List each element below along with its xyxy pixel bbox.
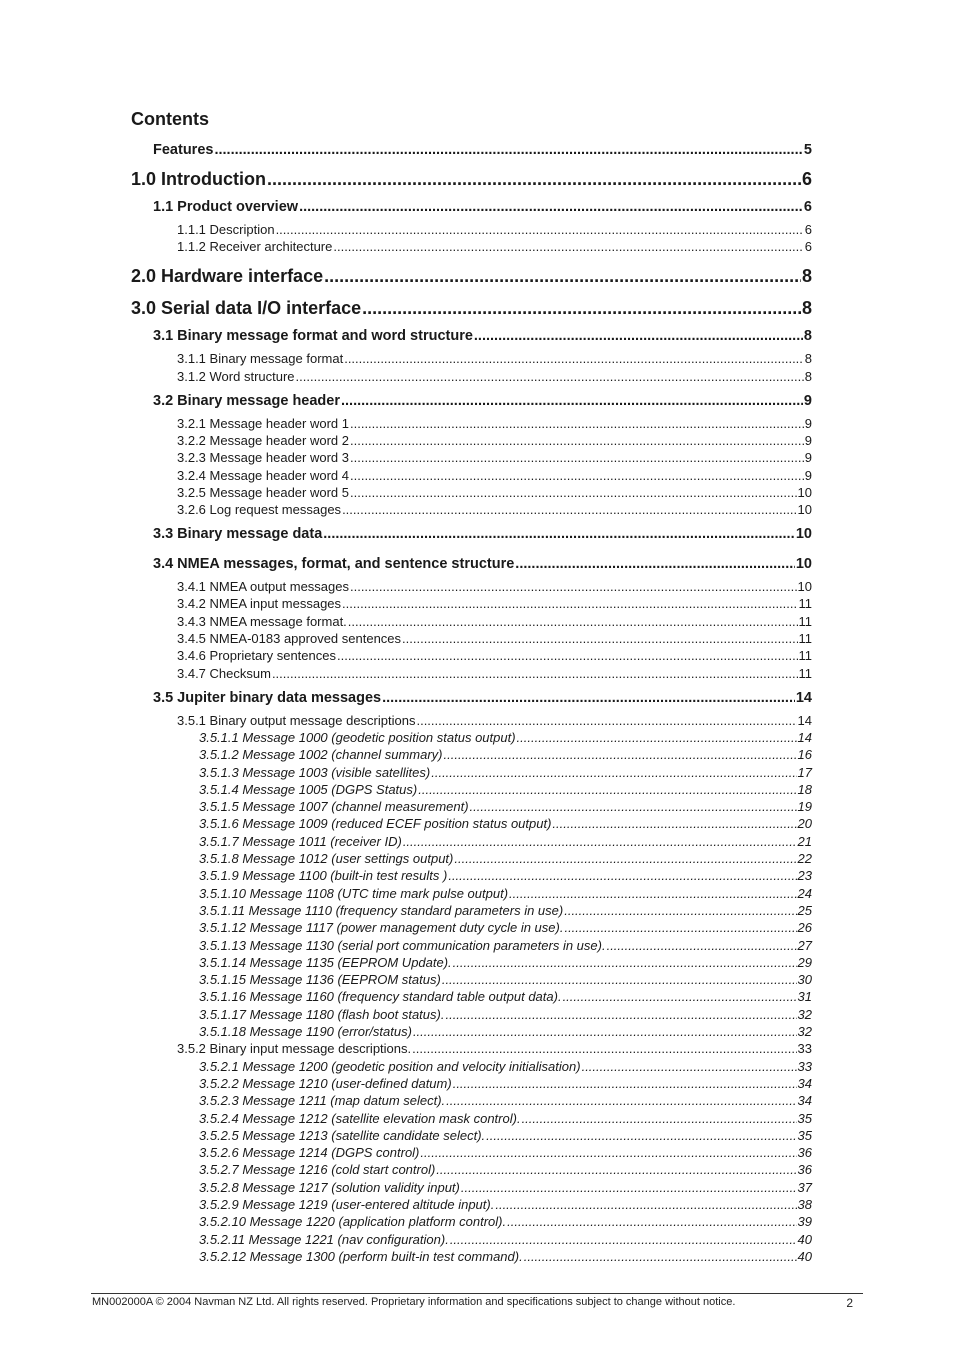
toc-leader-dots [416,713,796,728]
toc-entry[interactable] [153,142,812,158]
toc-entry-title: 3.5.1.9 Message 1100 (built-in test results ) [199,868,448,884]
toc-entry-page: 8 [801,298,812,319]
toc-entry[interactable] [131,298,812,319]
toc-entry-page: 37 [797,1179,812,1195]
toc-entry-page: 33 [797,1058,812,1074]
toc-entry-page: 8 [803,328,812,345]
toc-entry-title: 1.1 Product overview [153,199,299,215]
toc-leader-dots [342,502,796,517]
toc-entry-title: 3.2.4 Message header word 4 [177,467,349,483]
toc-entry-page: 11 [798,613,812,629]
toc-entry[interactable] [177,416,812,431]
toc-entry[interactable] [153,393,812,409]
toc-leader-dots [517,730,797,745]
toc-entry-title: 1.1.2 Receiver architecture [177,239,333,255]
toc-leader-dots [564,903,796,918]
toc-entry[interactable] [199,1249,812,1264]
toc-entry[interactable] [199,886,812,901]
toc-leader-dots [350,485,797,500]
toc-leader-dots [515,556,795,572]
toc-entry-title: 1.0 Introduction [131,169,266,189]
toc-entry-title: 3.4.3 NMEA message format. [177,613,347,629]
toc-entry[interactable] [199,799,812,814]
toc-entry-title: 3.1 Binary message format and word structure [153,328,473,345]
toc-leader-dots [446,1093,796,1108]
toc-leader-dots [509,886,797,901]
toc-entry-page: 40 [797,1231,812,1247]
toc-entry-page: 11 [798,648,812,664]
toc-entry-title: 3.5.1.10 Message 1108 (UTC time mark pulse output) [199,885,509,901]
toc-entry-title: 3.4.1 NMEA output messages [177,579,349,595]
toc-leader-dots [436,1162,796,1177]
toc-entry-title: 3.5.2.2 Message 1210 (user-defined datum) [199,1075,452,1091]
toc-leader-dots [344,351,804,366]
toc-entry-page: 14 [795,689,812,706]
toc-entry[interactable] [199,868,812,883]
toc-entry-title: 3.5 Jupiter binary data messages [153,689,382,706]
toc-entry-page: 32 [797,1006,812,1022]
toc-entry-page: 36 [797,1162,812,1178]
toc-entry[interactable] [153,328,812,344]
toc-entry[interactable] [199,730,812,745]
toc-entry[interactable] [177,433,812,448]
toc-entry-title: 3.5.1.4 Message 1005 (DGPS Status) [199,781,418,797]
toc-entry[interactable] [199,1180,812,1195]
toc-entry-page: 34 [797,1075,812,1091]
toc-entry-page: 30 [797,972,812,988]
toc-entry[interactable] [199,816,812,831]
toc-entry[interactable] [199,1197,812,1212]
toc-leader-dots [272,666,798,681]
toc-entry-title: 3.5.1.2 Message 1002 (channel summary) [199,747,443,763]
toc-entry[interactable] [177,485,812,500]
toc-entry-title: 3.5.2.6 Message 1214 (DGPS control) [199,1145,420,1161]
toc-entry[interactable] [153,556,812,572]
toc-entry-page: 31 [797,989,812,1005]
toc-entry-page: 16 [797,747,812,763]
toc-entry[interactable] [199,903,812,918]
toc-entry-page: 26 [797,920,812,936]
toc-entry-title: 3.5.1.18 Message 1190 (error/status) [199,1024,412,1039]
toc-entry-title: 3.5.2.8 Message 1217 (solution validity input) [199,1179,460,1195]
toc-entry-title: 3.5.1.12 Message 1117 (power management duty cycle in use). [199,920,564,936]
toc-leader-dots [337,648,798,663]
toc-leader-dots [350,579,797,594]
toc-entry-page: 6 [801,169,812,189]
toc-entry-page: 17 [797,764,812,780]
toc-entry[interactable] [177,222,812,237]
toc-leader-dots [324,266,801,287]
toc-entry-title: 3.5.1.11 Message 1110 (frequency standard parameters in use) [199,902,564,918]
toc-entry-page: 11 [798,631,812,646]
toc-entry[interactable] [199,1145,812,1160]
toc-entry-page: 14 [797,729,812,745]
toc-leader-dots [413,1024,797,1039]
toc-entry-title: 3.5.2.5 Message 1213 (satellite candidate select). [199,1127,486,1143]
toc-entry-title: 3.0 Serial data I/O interface [131,298,362,319]
toc-entry[interactable] [177,1041,812,1056]
toc-entry-title: 3.5.2.11 Message 1221 (nav configuration). [199,1231,449,1247]
toc-entry[interactable] [177,614,812,629]
toc-entry-title: 3.5.1.13 Message 1130 (serial port communication parameters in use). [199,937,606,953]
toc-entry-title: 3.5.1.14 Message 1135 (EEPROM Update). [199,954,452,970]
toc-entry[interactable] [199,1111,812,1126]
toc-entry[interactable] [199,1162,812,1177]
toc-entry-title: 3.4.5 NMEA-0183 approved sentences [177,631,402,646]
toc-entry-page: 10 [797,502,812,518]
toc-entry[interactable] [199,1214,812,1229]
toc-leader-dots [431,765,796,780]
toc-entry-page: 33 [797,1041,812,1057]
toc-entry[interactable] [177,648,812,663]
toc-entry[interactable] [199,1232,812,1247]
toc-leader-dots [350,416,804,431]
toc-leader-dots [341,393,803,409]
toc-entry-page: 18 [797,781,812,797]
toc-entry[interactable] [199,1007,812,1022]
toc-entry[interactable] [199,765,812,780]
toc-leader-dots [403,834,797,849]
toc-leader-dots [454,851,796,866]
toc-entry-page: 11 [798,665,812,681]
contents-heading: Contents [131,109,209,129]
toc-leader-dots [348,614,798,629]
toc-entry[interactable] [199,989,812,1004]
toc-entry[interactable] [177,239,812,254]
toc-entry-title: 3.5.1 Binary output message descriptions [177,712,416,728]
toc-leader-dots [350,450,804,465]
toc-leader-dots [382,690,795,706]
toc-entry-title: 3.3 Binary message data [153,526,323,543]
toc-entry-page: 9 [803,392,812,409]
toc-entry-page: 10 [797,579,812,595]
toc-entry-title: 3.5.2 Binary input message descriptions. [177,1041,412,1057]
toc-entry-page: 10 [795,526,812,543]
toc-entry-title: 3.2.3 Message header word 3 [177,450,349,466]
toc-entry-page: 14 [797,712,812,728]
toc-leader-dots [333,239,803,254]
toc-entry-page: 32 [797,1024,812,1039]
toc-leader-dots [450,1232,797,1247]
toc-entry-page: 34 [797,1093,812,1109]
toc-entry-page: 21 [797,833,812,849]
toc-leader-dots [412,1041,796,1056]
toc-leader-dots [470,799,797,814]
toc-leader-dots [350,433,804,448]
toc-entry-title: 3.5.1.8 Message 1012 (user settings output) [199,851,454,866]
toc-entry[interactable] [177,631,812,646]
toc-entry-title: 2.0 Hardware interface [131,266,324,287]
toc-entry-title: 3.5.1.6 Message 1009 (reduced ECEF position status output) [199,816,552,832]
toc-entry-title: 3.4.2 NMEA input messages [177,596,342,612]
toc-entry-page: 5 [803,142,812,158]
toc-leader-dots [442,972,797,987]
toc-entry[interactable] [199,920,812,935]
toc-leader-dots [299,199,803,215]
toc-entry-page: 6 [804,239,812,255]
toc-entry-page: 38 [797,1197,812,1212]
toc-entry[interactable] [199,851,812,866]
toc-entry[interactable] [199,938,812,953]
toc-leader-dots [402,631,797,646]
toc-entry-page: 6 [804,222,812,237]
toc-entry-title: 3.5.1.3 Message 1003 (visible satellites) [199,764,431,780]
toc-leader-dots [214,142,802,158]
toc-entry-page: 35 [797,1127,812,1143]
toc-entry-page: 25 [797,902,812,918]
toc-entry[interactable] [199,972,812,987]
toc-leader-dots [323,526,795,542]
toc-entry[interactable] [131,169,812,190]
toc-entry[interactable] [153,199,812,215]
toc-entry-page: 8 [801,266,812,287]
toc-entry-title: 3.5.1.15 Message 1136 (EEPROM status) [199,972,441,988]
toc-entry[interactable] [177,369,812,384]
toc-entry-title: 3.1.1 Binary message format [177,351,344,367]
toc-leader-dots [267,169,801,190]
toc-leader-dots [350,468,804,483]
toc-leader-dots [474,328,803,344]
toc-entry-page: 9 [804,450,812,466]
toc-leader-dots [418,782,796,797]
toc-entry-title: 3.5.1.17 Message 1180 (flash boot status). [199,1006,445,1022]
toc-entry[interactable] [199,955,812,970]
toc-entry[interactable] [177,450,812,465]
toc-leader-dots [461,1180,797,1195]
toc-entry-title: 3.2.6 Log request messages [177,502,342,518]
toc-entry-title: 3.5.2.10 Message 1220 (application platform control). [199,1214,507,1230]
footer-page-number: 2 [846,1296,853,1310]
toc-entry-title: 3.2.5 Message header word 5 [177,484,349,500]
toc-entry-page: 19 [797,799,812,815]
toc-leader-dots [524,1249,797,1264]
toc-entry-page: 9 [804,415,812,431]
toc-entry[interactable] [199,1128,812,1143]
toc-entry-page: 9 [804,432,812,448]
toc-entry-title: 3.5.2.9 Message 1219 (user-entered altitude input). [199,1197,495,1212]
toc-entry-title: 3.2.1 Message header word 1 [177,415,349,431]
toc-leader-dots [507,1214,796,1229]
toc-leader-dots [296,369,804,384]
toc-entry-title: 3.5.1.16 Message 1160 (frequency standard table output data). [199,989,562,1005]
toc-leader-dots [552,816,796,831]
toc-leader-dots [486,1128,796,1143]
toc-leader-dots [444,747,797,762]
toc-entry[interactable] [177,713,812,728]
toc-entry[interactable] [177,596,812,611]
toc-leader-dots [448,868,796,883]
toc-entry-page: 8 [804,351,812,367]
toc-leader-dots [445,1007,796,1022]
toc-entry-page: 6 [803,199,812,215]
toc-entry-page: 11 [798,596,812,612]
toc-entry-title: 3.4.6 Proprietary sentences [177,648,336,664]
toc-entry-page: 8 [804,368,812,384]
toc-entry[interactable] [177,502,812,517]
toc-entry-title: 3.2 Binary message header [153,392,340,409]
toc-entry[interactable] [153,690,812,706]
toc-entry-title: 3.5.2.7 Message 1216 (cold start control) [199,1162,436,1178]
toc-entry-page: 24 [797,885,812,901]
toc-entry-page: 40 [797,1248,812,1264]
toc-leader-dots [522,1111,797,1126]
toc-entry[interactable] [131,266,812,287]
toc-entry-title: Features [153,142,214,158]
toc-entry-title: 3.5.2.12 Message 1300 (perform built-in test command). [199,1248,523,1264]
toc-entry-page: 39 [797,1214,812,1230]
toc-leader-dots [420,1145,796,1160]
toc-entry-title: 3.5.2.1 Message 1200 (geodetic position and velocity initialisation) [199,1058,581,1074]
toc-entry-title: 3.2.2 Message header word 2 [177,432,349,448]
toc-entry-title: 3.4.7 Checksum [177,665,271,681]
toc-entry-page: 9 [804,467,812,483]
toc-leader-dots [453,955,797,970]
toc-entry-title: 3.5.1.1 Message 1000 (geodetic position status output) [199,729,516,745]
footer-divider [91,1293,863,1294]
toc-leader-dots [362,298,801,319]
toc-entry-page: 29 [797,954,812,970]
toc-leader-dots [563,989,797,1004]
toc-leader-dots [607,938,797,953]
toc-entry[interactable] [177,666,812,681]
toc-entry[interactable] [177,468,812,483]
toc-entry[interactable] [199,834,812,849]
toc-leader-dots [582,1059,797,1074]
toc-entry-page: 23 [797,868,812,884]
toc-leader-dots [453,1076,797,1091]
toc-entry-title: 3.5.1.5 Message 1007 (channel measurement) [199,799,469,815]
toc-entry[interactable] [177,351,812,366]
toc-entry-page: 35 [797,1110,812,1126]
toc-entry[interactable] [199,747,812,762]
toc-entry[interactable] [199,782,812,797]
toc-entry-title: 3.1.2 Word structure [177,368,295,384]
toc-entry-title: 3.5.2.4 Message 1212 (satellite elevation mask control). [199,1110,521,1126]
toc-leader-dots [342,596,797,611]
toc-entry[interactable] [199,1024,812,1039]
toc-entry[interactable] [177,579,812,594]
toc-entry-title: 1.1.1 Description [177,222,275,237]
toc-leader-dots [564,920,796,935]
toc-entry[interactable] [199,1059,812,1074]
toc-leader-dots [495,1197,796,1212]
toc-entry-title: 3.4 NMEA messages, format, and sentence structure [153,556,515,573]
toc-entry-page: 27 [797,937,812,953]
toc-entry-title: 3.5.1.7 Message 1011 (receiver ID) [199,833,402,849]
toc-entry[interactable] [153,526,812,542]
toc-entry-page: 36 [797,1145,812,1161]
toc-entry[interactable] [199,1076,812,1091]
toc-entry-page: 10 [795,556,812,573]
toc-entry-title: 3.5.2.3 Message 1211 (map datum select). [199,1093,446,1109]
toc-leader-dots [276,222,804,237]
toc-entry[interactable] [199,1093,812,1108]
toc-entry-page: 22 [797,851,812,866]
footer-copyright: MN002000A © 2004 Navman NZ Ltd. All rights reserved. Proprietary information and specifications subject to change without notice. [92,1296,736,1308]
toc-entry-page: 10 [797,484,812,500]
toc-entry-page: 20 [797,816,812,832]
